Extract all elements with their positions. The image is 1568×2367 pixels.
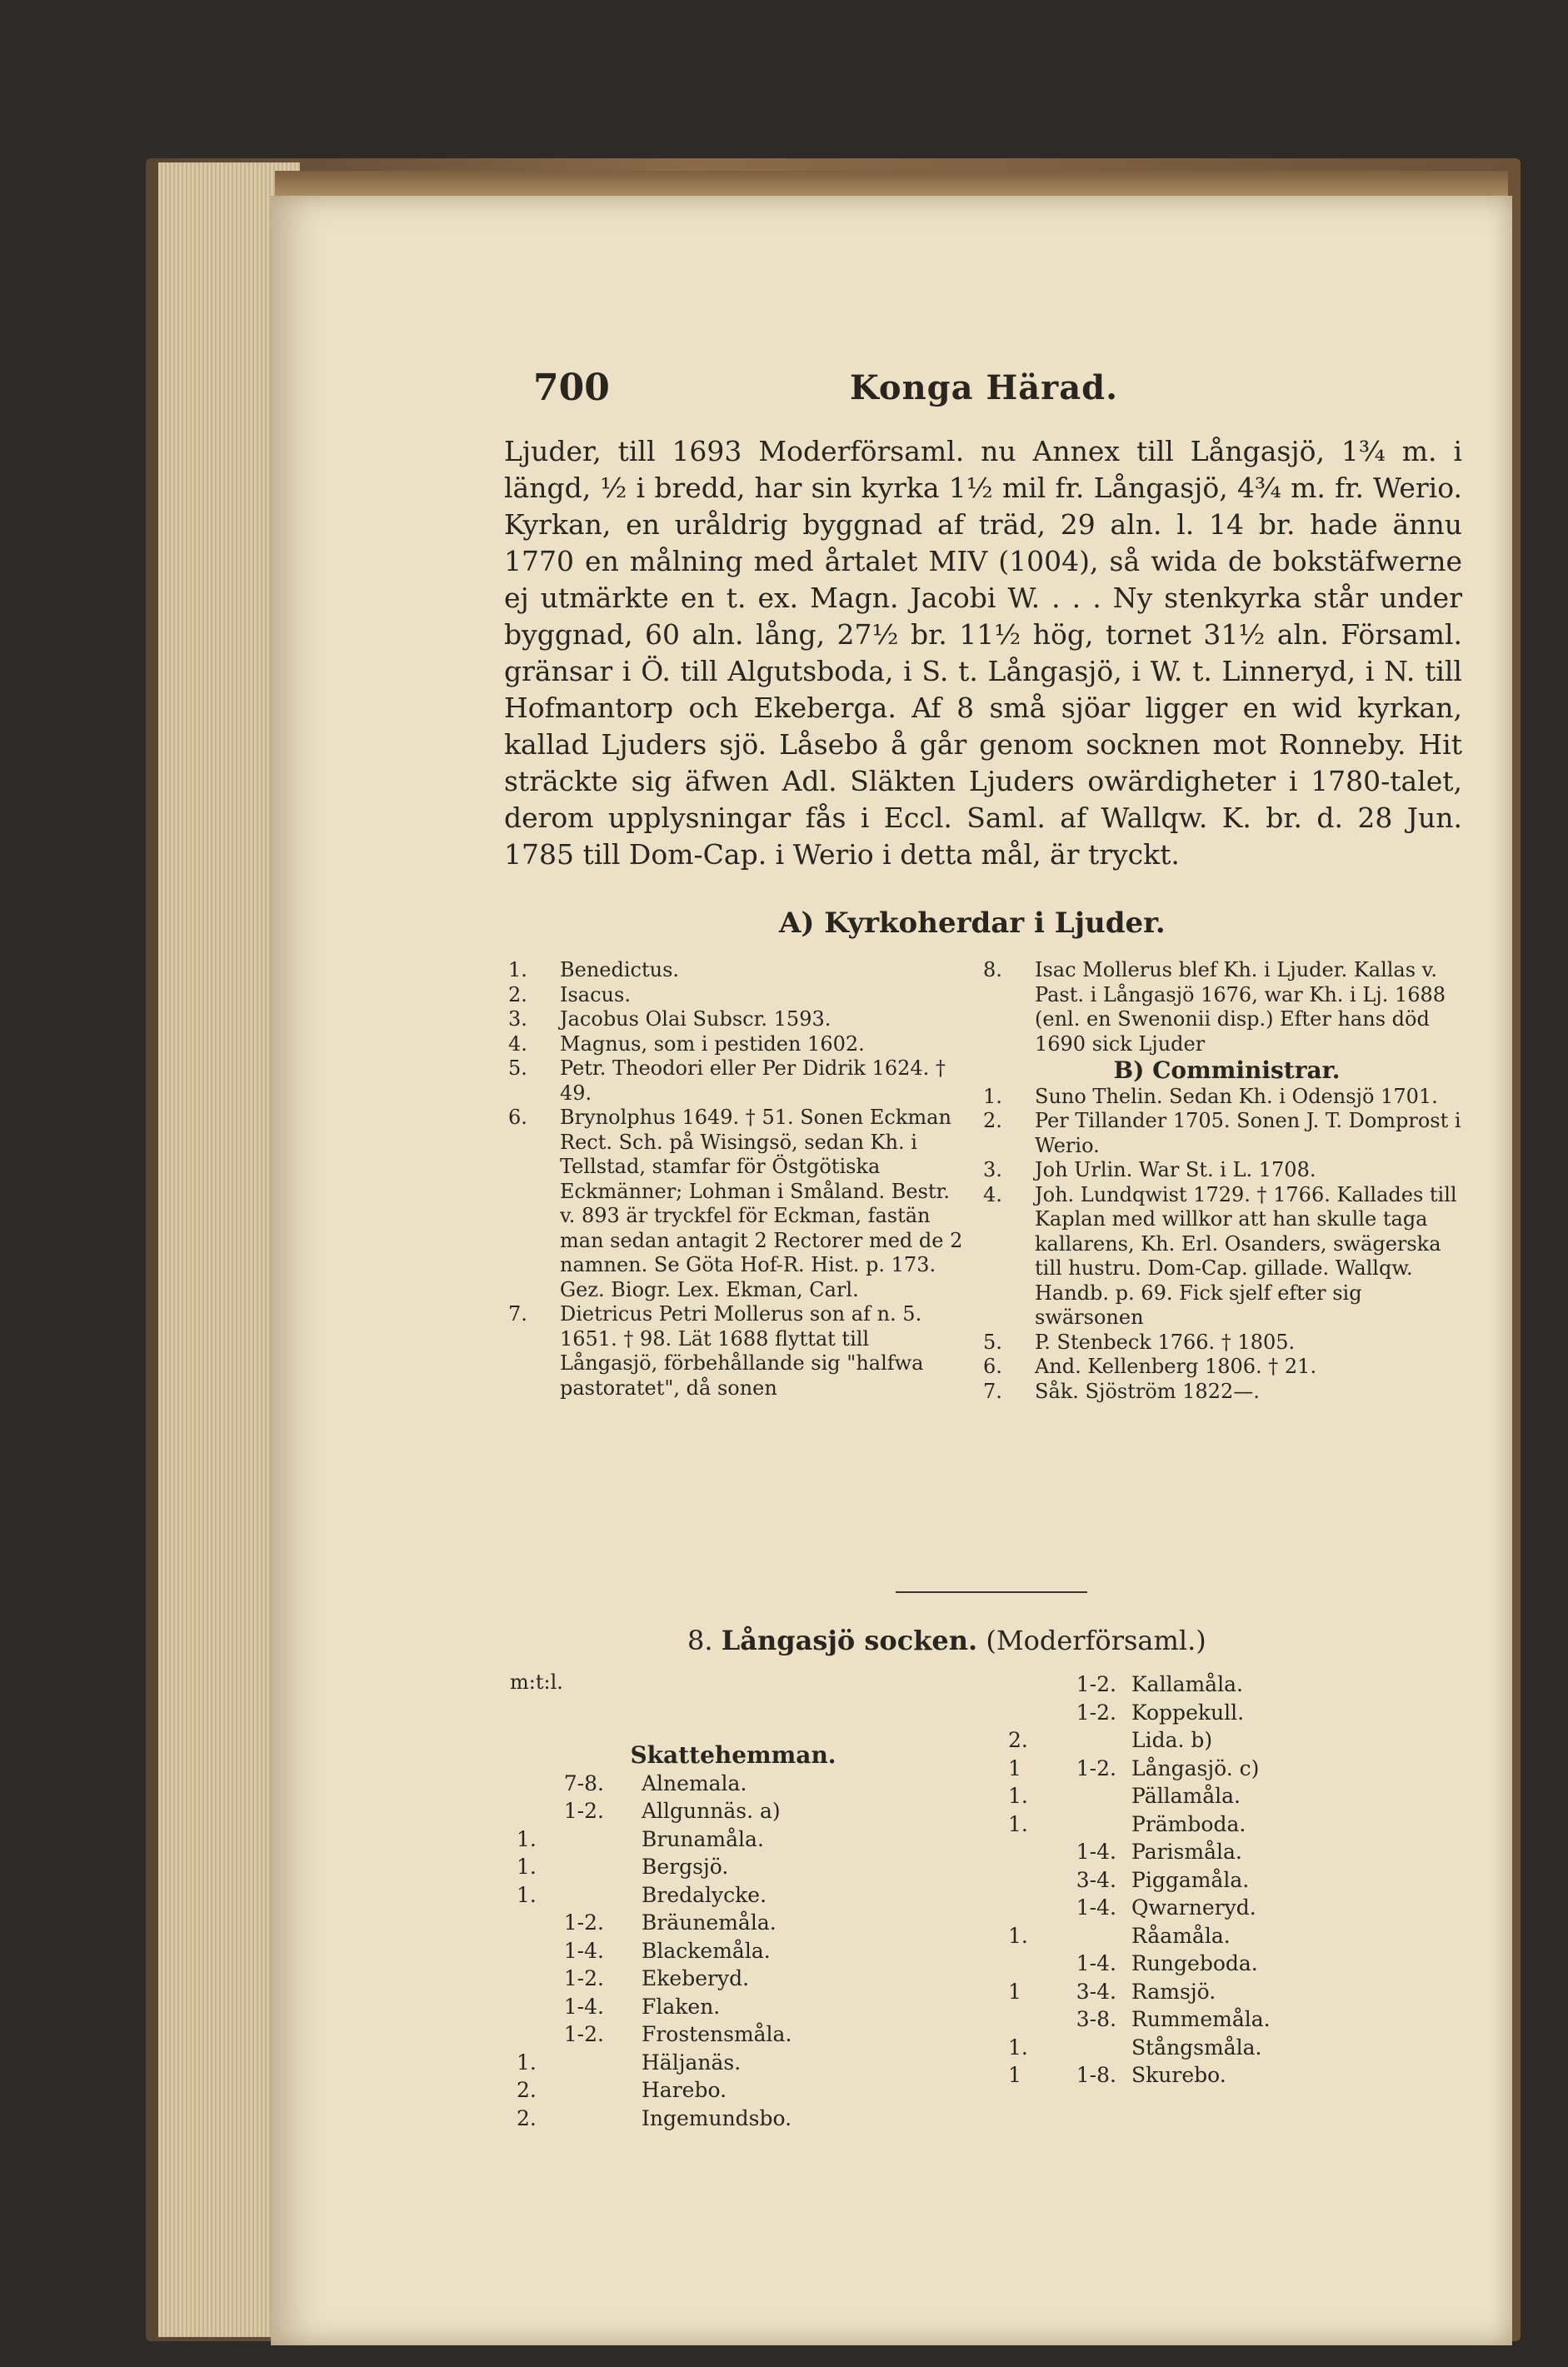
hemman-name: Brunamåla.	[642, 1826, 764, 1851]
hemman-fraction: 1-4.	[1076, 1951, 1116, 1975]
hemman-name: Parismåla.	[1131, 1840, 1242, 1864]
hemman-fraction: 3-8.	[1076, 2007, 1116, 2031]
kyrkoherde-entry	[983, 1355, 1471, 1380]
entry-number: 4.	[508, 1031, 527, 1056]
entry-text: Isac Mollerus blef Kh. i Ljuder. Kallas v. Past. i Långasjö 1676, war Kh. i Lj. 1688 (enl. en Swenonii disp.) Efter hans död 1690 sick Ljuder	[1035, 958, 1446, 1056]
hemman-name: Häljanäs.	[642, 2050, 742, 2075]
intro-paragraph: Ljuder, till 1693 Moderförsaml. nu Annex till Långasjö, 1¾ m. i längd, ½ i bredd, har sin kyrka 1½ mil fr. Långasjö, 4¾ m. fr. Werio. Kyrkan, en uråldrig byggnad af träd, 29 aln. l. 14 br. hade ännu 1770 en målning med årtalet MIV (1004), så wida de bokstäfwerne ej utmärkte en t. ex. Magn. Jacobi W. . . . Ny stenkyrka står under byggnad, 60 aln. lång, 27½ br. 11½ hög, tornet 31½ aln. Församl. gränsar i Ö. till Algutsboda, i S. t. Långasjö, i W. t. Linneryd, i N. till Hofmantorp och Ekeberga. Af 8 små sjöar ligger en wid kyrkan, kallad Ljuders sjö. Låsebo å går genom socknen mot Ronneby. Hit sträckte sig äfwen Adl. Släkten Ljuders owärdigheter i 1780-talet, derom upplysningar fås i Eccl. Saml. af Wallqw. K. br. d. 28 Jun. 1785 till Dom-Cap. i Werio i detta mål, är tryckt.	[504, 435, 1462, 871]
hemman-name: Rummemåla.	[1131, 2007, 1271, 2031]
entry-text: Joh Urlin. War St. i L. 1708.	[1035, 1158, 1316, 1181]
entry-text: Såk. Sjöström 1822—.	[1035, 1379, 1260, 1403]
running-head: Konga Härad.	[850, 368, 1119, 407]
entry-number: 4.	[983, 1182, 1002, 1206]
hemman-name: Långasjö. c)	[1131, 1755, 1260, 1780]
kyrkoherde-entry	[983, 1085, 1471, 1110]
hemman-row	[517, 1770, 900, 1798]
entry-number: 3.	[508, 1007, 527, 1031]
entry-text: Per Tillander 1705. Sonen J. T. Domprost i Werio.	[1035, 1109, 1461, 1157]
entry-number: 2.	[983, 1109, 1002, 1132]
hemman-row	[517, 1797, 900, 1825]
hemman-row	[1008, 1755, 1475, 1783]
kyrkoherde-entry	[508, 958, 971, 983]
hemman-row	[1008, 1838, 1475, 1866]
entry-number: 5.	[983, 1330, 1002, 1354]
entry-text: P. Stenbeck 1766. † 1805.	[1035, 1330, 1296, 1354]
hemman-count: 1.	[517, 1855, 537, 1879]
hemman-fraction: 3-4.	[1076, 1979, 1116, 2004]
hemman-row	[517, 2076, 900, 2105]
hemman-fraction: 1-4.	[563, 1994, 604, 2019]
hemman-count: 1.	[517, 1826, 537, 1851]
kyrkoherde-entry	[508, 1007, 971, 1032]
hemman-row	[517, 1965, 900, 1993]
kyrkoherde-entry	[983, 1331, 1471, 1356]
entry-text: Suno Thelin. Sedan Kh. i Odensjö 1701.	[1035, 1084, 1438, 1108]
entry-number: 2.	[508, 982, 527, 1006]
hemman-count: 1	[1008, 1979, 1021, 2004]
hemman-fraction: 1-2.	[563, 1966, 604, 1990]
hemman-row	[517, 2105, 900, 2133]
hemman-fraction: 1-2.	[1076, 1672, 1116, 1696]
hemman-row	[517, 1853, 900, 1881]
hemman-row	[517, 1937, 900, 1965]
hemman-name: Skurebo.	[1131, 2063, 1226, 2087]
kyrkoherdar-column-right	[983, 958, 1471, 1404]
hemman-fraction: 1-2.	[1076, 1755, 1116, 1780]
skattehemman-heading: Skattehemman.	[630, 1741, 836, 1769]
hemman-list-right	[1008, 1670, 1475, 2090]
hemman-name: Prämboda.	[1131, 1811, 1246, 1836]
entry-text: Dietricus Petri Mollerus son af n. 5. 1651. † 98. Lät 1688 flyttat till Långasjö, förbehållande sig "halfwa pastoratet", då sonen	[560, 1302, 924, 1400]
kyrkoherdar-column-left	[508, 958, 971, 1401]
hemman-row	[1008, 1782, 1475, 1810]
section-divider	[896, 1591, 1087, 1593]
hemman-count: 1.	[1008, 1811, 1028, 1836]
hemman-row	[1008, 2034, 1475, 2062]
entry-number: 6.	[508, 1106, 527, 1129]
kyrkoherde-entry	[508, 1032, 971, 1057]
hemman-row	[1008, 2061, 1475, 2090]
hemman-row	[517, 2020, 900, 2049]
entry-number: 5.	[508, 1056, 527, 1080]
entry-text: Petr. Theodori eller Per Didrik 1624. † 49.	[560, 1056, 946, 1105]
hemman-row	[517, 1825, 900, 1854]
hemman-name: Pällamåla.	[1131, 1784, 1241, 1808]
hemman-fraction: 1-2.	[563, 1910, 604, 1935]
kyrkoherde-entry	[508, 1106, 971, 1302]
hemman-name: Stångsmåla.	[1131, 2035, 1262, 2060]
page-header	[533, 367, 1466, 417]
mtl-label: m:t:l.	[510, 1670, 563, 1694]
kyrkoherde-entry	[983, 1380, 1471, 1405]
entry-number: 3.	[983, 1158, 1002, 1181]
entry-text: Joh. Lundqwist 1729. † 1766. Kallades till Kaplan med willkor att han skulle taga kallarens, Kh. Erl. Osanders, swägerska till hustru. Dom-Cap. gillade. Wallqw. Handb. p. 69. Fick sjelf efter sig swärsonen	[1035, 1182, 1457, 1329]
hemman-row	[1008, 1978, 1475, 2006]
hemman-count: 1.	[1008, 1784, 1028, 1808]
hemman-fraction: 1-2.	[563, 1799, 604, 1823]
hemman-row	[1008, 1950, 1475, 1978]
hemman-name: Flaken.	[642, 1994, 721, 2019]
kyrkoherde-entry	[508, 1302, 971, 1401]
kyrkoherde-entry	[508, 1056, 971, 1106]
hemman-name: Ekeberyd.	[642, 1966, 750, 1990]
hemman-fraction: 1-2.	[563, 2022, 604, 2046]
hemman-name: Råamåla.	[1131, 1923, 1231, 1948]
hemman-row	[1008, 1726, 1475, 1755]
kyrkoherde-entry	[508, 983, 971, 1008]
hemman-fraction: 1-4.	[1076, 1895, 1116, 1920]
hemman-count: 1.	[1008, 2035, 1028, 2060]
entry-text: Benedictus.	[560, 958, 680, 981]
hemman-row	[1008, 1894, 1475, 1922]
hemman-row	[1008, 1922, 1475, 1950]
kyrkoherde-entry	[983, 958, 1471, 1056]
hemman-name: Piggamåla.	[1131, 1867, 1250, 1892]
entry-number: 6.	[983, 1355, 1002, 1378]
hemman-name: Ramsjö.	[1131, 1979, 1216, 2004]
section-8-number: 8.	[687, 1625, 713, 1656]
kyrkoherde-entry	[983, 1183, 1471, 1331]
hemman-count: 2.	[517, 2078, 537, 2102]
hemman-name: Bräunemåla.	[642, 1910, 777, 1935]
hemman-name: Qwarneryd.	[1131, 1895, 1256, 1920]
section-8-title: Långasjö socken.	[721, 1625, 978, 1656]
hemman-count: 2.	[1008, 1728, 1028, 1752]
hemman-row	[1008, 1670, 1475, 1699]
hemman-row	[1008, 1810, 1475, 1839]
entry-text: Magnus, som i pestiden 1602.	[560, 1031, 865, 1056]
section-8-heading	[687, 1625, 1206, 1656]
hemman-fraction: 3-4.	[1076, 1867, 1116, 1892]
hemman-name: Rungeboda.	[1131, 1951, 1258, 1975]
hemman-row	[517, 1993, 900, 2021]
hemman-list-left	[517, 1741, 900, 2132]
hemman-count: 1	[1008, 2063, 1021, 2087]
hemman-count: 1.	[517, 2050, 537, 2075]
hemman-row	[517, 1909, 900, 1937]
entry-number: 7.	[508, 1302, 527, 1326]
hemman-count: 2.	[517, 2105, 537, 2130]
hemman-name: Blackemåla.	[642, 1938, 771, 1963]
hemman-count: 1.	[1008, 1923, 1028, 1948]
hemman-count: 1	[1008, 1755, 1021, 1780]
hemman-name: Bergsjö.	[642, 1855, 729, 1879]
kyrkoherde-entry	[983, 1158, 1471, 1183]
hemman-fraction: 1-4.	[563, 1938, 604, 1963]
entry-text: And. Kellenberg 1806. † 21.	[1035, 1355, 1317, 1378]
hemman-fraction: 1-4.	[1076, 1840, 1116, 1864]
entry-text: Jacobus Olai Subscr. 1593.	[560, 1007, 831, 1031]
entry-number: 1.	[983, 1084, 1002, 1108]
hemman-name: Allgunnäs. a)	[642, 1799, 781, 1823]
entry-text: Isacus.	[560, 982, 631, 1006]
section-8-subtitle: (Moderförsaml.)	[986, 1625, 1206, 1656]
hemman-name: Kallamåla.	[1131, 1672, 1243, 1696]
hemman-row	[1008, 1866, 1475, 1895]
hemman-fraction: 1-8.	[1076, 2063, 1116, 2087]
comministrar-heading: B) Comministrar.	[1113, 1056, 1341, 1084]
hemman-name: Bredalycke.	[642, 1882, 767, 1907]
kyrkoherde-entry	[983, 1109, 1471, 1158]
section-a-title: A) Kyrkoherdar i Ljuder.	[779, 906, 1166, 940]
hemman-name: Frostensmåla.	[642, 2022, 792, 2046]
hemman-name: Lida. b)	[1131, 1728, 1213, 1752]
page-number: 700	[533, 367, 610, 409]
hemman-row	[517, 2049, 900, 2077]
hemman-row	[517, 1881, 900, 1910]
hemman-name: Alnemala.	[642, 1770, 747, 1795]
entry-number: 8.	[983, 958, 1002, 981]
entry-text: Brynolphus 1649. † 51. Sonen Eckman Rect. Sch. på Wisingsö, sedan Kh. i Tellstad, stamfar för Östgötiska Eckmänner; Lohman i Småland. Bestr. v. 893 är tryckfel för Eckman, fastän man sedan antagit 2 Rectorer med de 2 namnen. Se Göta Hof-R. Hist. p. 173. Gez. Biogr. Lex. Ekman, Carl.	[560, 1106, 963, 1301]
entry-number: 1.	[508, 958, 527, 981]
hemman-fraction: 7-8.	[563, 1770, 604, 1795]
hemman-row	[1008, 2005, 1475, 2034]
hemman-name: Koppekull.	[1131, 1700, 1245, 1725]
hemman-row	[1008, 1699, 1475, 1727]
hemman-name: Harebo.	[642, 2078, 727, 2102]
hemman-count: 1.	[517, 1882, 537, 1907]
entry-number: 7.	[983, 1379, 1002, 1403]
hemman-name: Ingemundsbo.	[642, 2105, 792, 2130]
hemman-fraction: 1-2.	[1076, 1700, 1116, 1725]
